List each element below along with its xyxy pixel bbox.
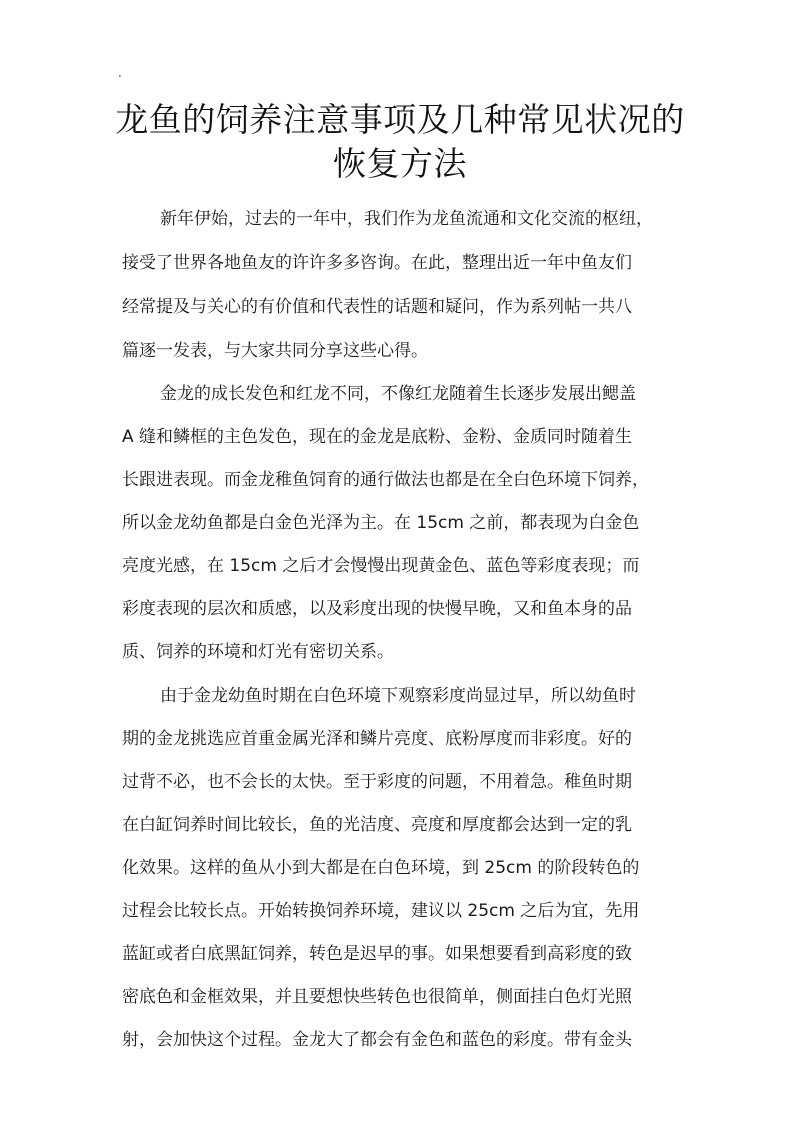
paragraph-line: 长跟进表现。而金龙稚鱼饲育的通行做法也都是在全白色环境下饲养， [122,470,649,490]
paragraph-line: 过背不必，也不会长的太快。至于彩度的问题，不用着急。稚鱼时期 [122,772,632,792]
paragraph-line: 亮度光感，在 15cm 之后才会慢慢出现黄金色、蓝色等彩度表现；而 [122,556,640,576]
paragraph-line: 新年伊始，过去的一年中，我们作为龙鱼流通和文化交流的枢纽， [160,209,653,229]
title-line-1: 龙鱼的饲养注意事项及几种常见状况的 [115,100,685,139]
paragraph-line: 在白缸饲养时间比较长，鱼的光洁度、亮度和厚度都会达到一定的乳 [122,815,632,835]
document-title [0,98,800,186]
paragraph-line: 过程会比较长点。开始转换饲养环境，建议以 25cm 之后为宜，先用 [122,901,640,921]
paragraph-line: 蓝缸或者白底黑缸饲养，转色是迟早的事。如果想要看到高彩度的致 [122,944,632,964]
page-marker: . [118,66,122,80]
paragraph-line: 期的金龙挑选应首重金属光泽和鳞片亮度、底粉厚度而非彩度。好的 [122,729,632,749]
title-line-2: 恢复方法 [333,144,467,183]
paragraph-line: 彩度表现的层次和质感，以及彩度出现的快慢早晚，又和鱼本身的品 [122,599,632,619]
paragraph-line: 所以金龙幼鱼都是白金色光泽为主。在 15cm 之前，都表现为白金色 [122,513,640,533]
paragraph-line: 射，会加快这个过程。金龙大了都会有金色和蓝色的彩度。带有金头 [122,1030,632,1050]
paragraph-line: 由于金龙幼鱼时期在白色环境下观察彩度尚显过早，所以幼鱼时 [160,686,636,706]
paragraph-line: 金龙的成长发色和红龙不同，不像红龙随着生长逐步发展出鳃盖 [160,384,636,404]
paragraph-line: 经常提及与关心的有价值和代表性的话题和疑问，作为系列帖一共八 [122,297,632,317]
paragraph-line: 接受了世界各地鱼友的许许多多咨询。在此，整理出近一年中鱼友们 [122,253,632,273]
paragraph-line: 篇逐一发表，与大家共同分享这些心得。 [122,341,428,361]
paragraph-line: A 缝和鳞框的主色发色，现在的金龙是底粉、金粉、金质同时随着生 [122,427,633,447]
paragraph-line: 密底色和金框效果，并且要想快些转色也很简单，侧面挂白色灯光照 [122,987,632,1007]
paragraph-line: 质、饲养的环境和灯光有密切关系。 [122,642,394,662]
paragraph-line: 化效果。这样的鱼从小到大都是在白色环境，到 25cm 的阶段转色的 [122,858,640,878]
